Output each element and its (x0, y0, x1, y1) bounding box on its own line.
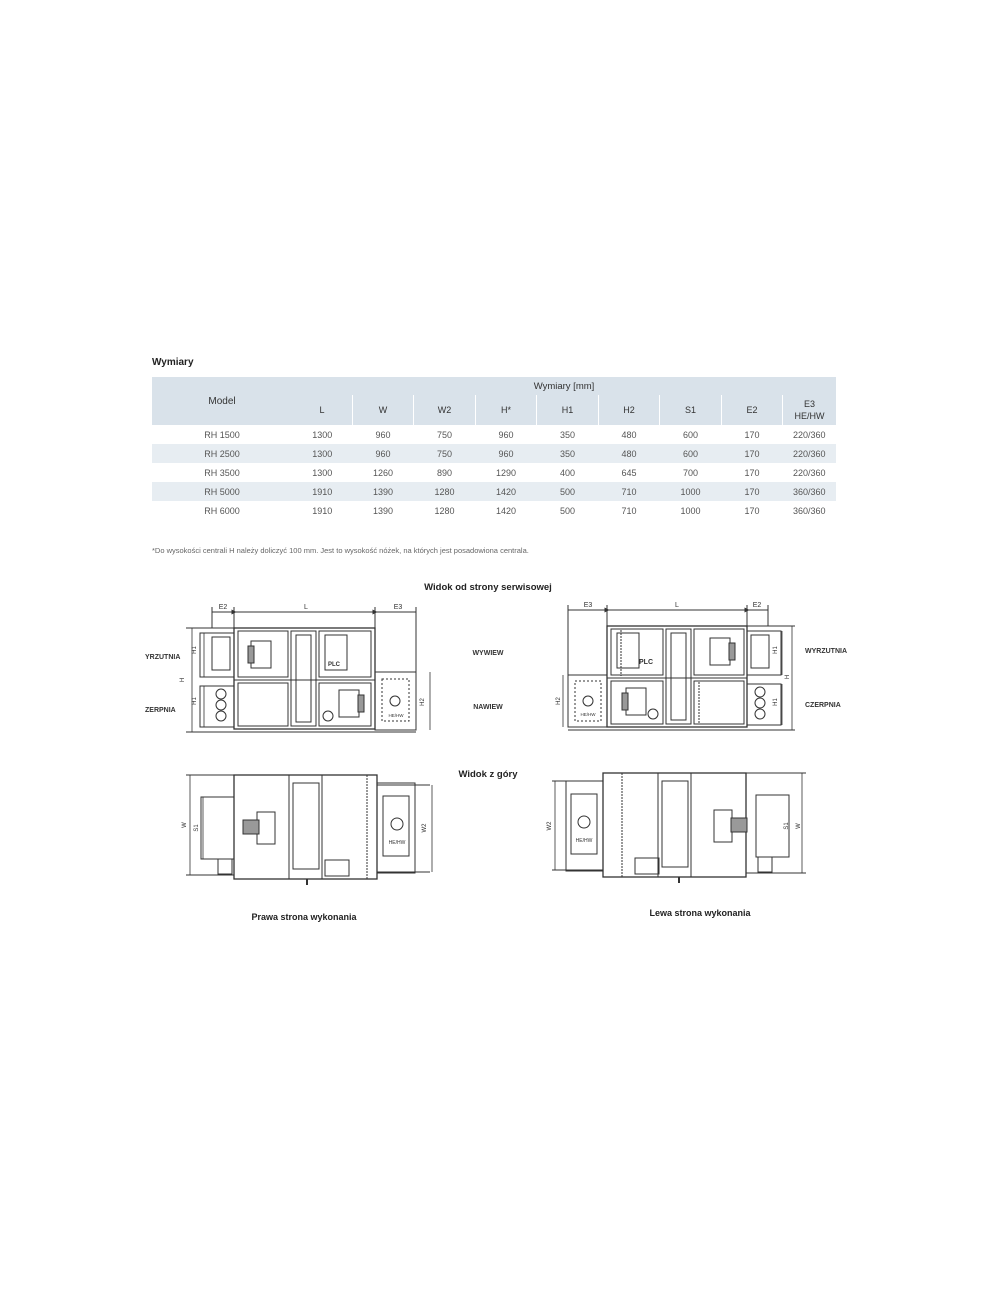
dim-label-h2: H2 (556, 697, 562, 705)
table-cell: 220/360 (783, 444, 837, 463)
table-cell: 170 (744, 429, 760, 440)
he-hw-label: HE/HW (388, 840, 406, 846)
czerpnia-right-label: CZERPNIA (805, 702, 841, 709)
table-cell: 170 (722, 444, 783, 463)
dim-label-h1: H1 (773, 646, 779, 654)
table-cell: 700 (682, 467, 699, 478)
dim-label-h1: H1 (192, 646, 198, 654)
dim-label-h: H (180, 677, 186, 683)
table-cell: 1000 (660, 482, 722, 501)
top-view-right (186, 775, 432, 885)
dim-label-h2: H2 (420, 698, 426, 706)
table-cell: 1910 (292, 482, 353, 501)
dim-label-l: L (304, 604, 308, 611)
table-cell: 600 (660, 444, 722, 463)
top-view-title: Widok z góry (458, 769, 518, 780)
table-cell: 480 (621, 429, 637, 440)
model-header: Model (152, 377, 292, 425)
dim-label-e3: E3 (583, 602, 593, 609)
plc-label: PLC (639, 659, 653, 666)
table-cell: 1280 (414, 482, 476, 501)
dim-label-l: L (675, 602, 679, 609)
table-cell: 350 (537, 444, 599, 463)
col-header: L (292, 395, 353, 425)
table-cell: 400 (559, 467, 576, 478)
service-view-left-labels (556, 602, 847, 717)
dim-label-e3: E3 (393, 604, 403, 611)
table-cell: 1300 (312, 467, 333, 478)
he-hw-label: HE/HW (575, 838, 593, 844)
section-title: Wymiary (152, 357, 194, 368)
table-cell: 1390 (353, 482, 414, 501)
col-header: H2 (599, 395, 660, 425)
dim-label-h1: H1 (773, 698, 779, 706)
col-header: S1 (660, 395, 722, 425)
table-cell: 960 (375, 429, 391, 440)
table-cell: 710 (621, 505, 637, 516)
dim-label-h1: H1 (192, 697, 198, 705)
dim-label-e2: E2 (218, 604, 228, 611)
table-cell: 170 (744, 505, 760, 516)
table-cell: 1290 (495, 467, 517, 478)
col-header: H1 (537, 395, 599, 425)
table-cell: 220/360 (792, 467, 826, 478)
col-header: H* (476, 395, 537, 425)
wyrzutnia-right-label: WYRZUTNIA (805, 648, 847, 655)
table-cell: 960 (476, 444, 537, 463)
czerpnia-left-label: ZERPNIA (145, 707, 176, 714)
table-cell: 1420 (495, 505, 517, 516)
dim-label-w: W (796, 823, 802, 829)
table-cell: 220/360 (792, 429, 826, 440)
table-cell: 750 (414, 444, 476, 463)
table-cell: 890 (436, 467, 453, 478)
table-cell: 1910 (312, 505, 333, 516)
dim-label-w2: W2 (422, 823, 428, 833)
table-cell: 1420 (476, 482, 537, 501)
top-view-left-labels (547, 821, 802, 844)
table-cell: 1390 (372, 505, 394, 516)
dim-label-s1: S1 (194, 824, 200, 832)
model-cell: RH 1500 (204, 429, 240, 440)
dim-label-e2: E2 (752, 602, 762, 609)
service-view-title: Widok od strony serwisowej (424, 582, 552, 593)
table-cell: 1000 (680, 505, 701, 516)
left-side-caption: Lewa strona wykonania (649, 908, 751, 918)
col-header: E2 (722, 395, 783, 425)
model-cell: RH 6000 (204, 505, 240, 516)
table-cell: 960 (498, 429, 514, 440)
table-cell: 710 (599, 482, 660, 501)
table-cell: 500 (537, 482, 599, 501)
table-cell: 960 (353, 444, 414, 463)
wyrzutnia-left-label: YRZUTNIA (145, 654, 181, 661)
he-hw-label: HE/HW (388, 713, 404, 718)
table-cell: 170 (744, 467, 760, 478)
nawiew-label: NAWIEW (473, 704, 503, 711)
table-cell: 360/360 (792, 505, 826, 516)
table-cell: 1280 (434, 505, 455, 516)
col-header-e3-line2: HE/HW (794, 411, 825, 421)
table-cell: 1260 (372, 467, 394, 478)
wywiew-label: WYWIEW (472, 650, 504, 657)
table-cell: 500 (559, 505, 576, 516)
table-cell: 350 (559, 429, 576, 440)
model-cell: RH 2500 (152, 444, 292, 463)
dim-label-w2: W2 (547, 821, 553, 831)
he-hw-label: HE/HW (580, 712, 596, 717)
table-cell: 645 (621, 467, 637, 478)
plc-label: PLC (328, 662, 340, 668)
dim-label-w: W (182, 822, 188, 828)
table-cell: 600 (682, 429, 699, 440)
right-side-caption: Prawa strona wykonania (251, 912, 357, 922)
col-header: W2 (414, 395, 476, 425)
dim-label-h: H (785, 674, 791, 680)
top-view-left (552, 773, 806, 883)
model-cell: RH 3500 (204, 467, 240, 478)
model-cell: RH 5000 (152, 482, 292, 501)
footnote: *Do wysokości centrali H należy doliczyć 100 mm. Jest to wysokość nóżek, na których jest posadowiona centrala. (152, 546, 529, 555)
group-header: Wymiary [mm] (292, 377, 836, 395)
table-cell: 480 (599, 444, 660, 463)
dim-label-s1: S1 (784, 822, 790, 830)
service-view-right-labels (145, 604, 426, 718)
table-cell: 170 (722, 482, 783, 501)
table-cell: 750 (436, 429, 453, 440)
table-cell: 1300 (312, 429, 333, 440)
col-header-e3-line1: E3 (803, 399, 815, 409)
table-cell: 360/360 (783, 482, 837, 501)
service-view-left (563, 605, 795, 730)
table-cell: 1300 (292, 444, 353, 463)
col-header: W (353, 395, 414, 425)
